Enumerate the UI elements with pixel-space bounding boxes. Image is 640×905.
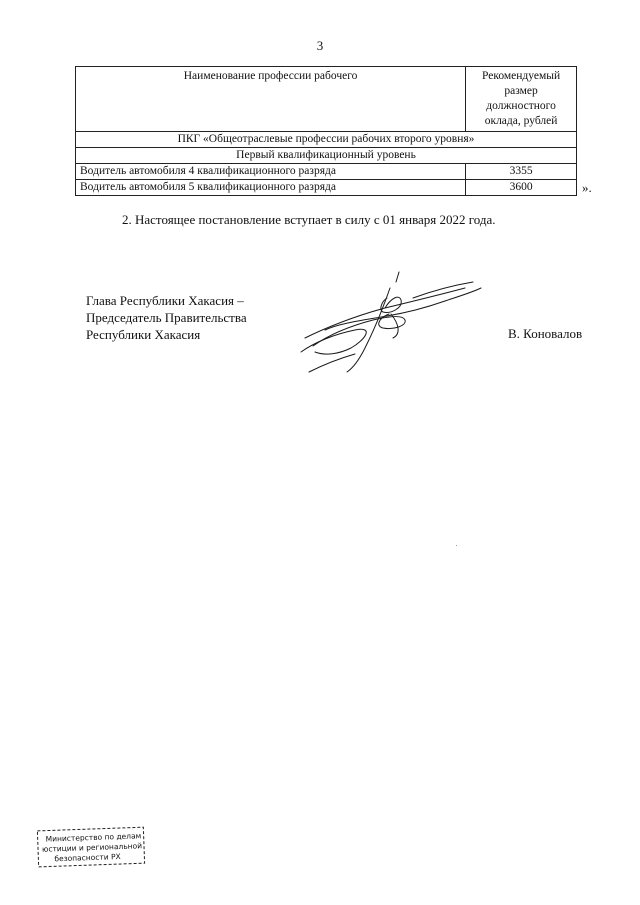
table-header-row (76, 67, 577, 132)
header-salary-line: оклада, рублей (484, 115, 558, 127)
stamp-line: безопасности РХ (54, 852, 121, 864)
signer-name: В. Коновалов (508, 326, 583, 341)
group-row (76, 132, 577, 148)
level-row (76, 148, 577, 164)
header-profession-name: Наименование профессии рабочего (76, 67, 466, 132)
signer-title-line: Глава Республики Хакасия – (86, 293, 244, 308)
level-title: Первый квалификационный уровень (76, 148, 577, 164)
profession-name: Водитель автомобиля 4 квалификационного разряда (76, 164, 466, 180)
header-salary-line: должностного (486, 100, 556, 112)
closing-quote: ». (582, 180, 592, 195)
table-row (76, 180, 577, 196)
signer-title-line: Председатель Правительства (86, 310, 247, 325)
salary-value: 3600 (466, 180, 577, 196)
header-salary-line: размер (504, 85, 538, 97)
registration-stamp (36, 825, 148, 870)
header-salary-line: Рекомендуемый (482, 70, 561, 82)
signer-title (86, 292, 247, 343)
header-salary (466, 67, 577, 132)
stamp-line: Министерство по делам (45, 831, 142, 844)
handwritten-signature (295, 268, 495, 378)
profession-name: Водитель автомобиля 5 квалификационного разряда (76, 180, 466, 196)
page-number: 3 (316, 38, 324, 53)
salary-value: 3355 (466, 164, 577, 180)
salary-table (75, 66, 577, 196)
clause-text: 2. Настоящее постановление вступает в силу с 01 января 2022 года. (122, 212, 496, 227)
group-title: ПКГ «Общеотраслевые профессии рабочих второго уровня» (76, 132, 577, 148)
stamp-line: юстиции и региональной (41, 841, 143, 854)
signer-title-line: Республики Хакасия (86, 327, 201, 342)
table-row (76, 164, 577, 180)
scan-speck (456, 545, 457, 546)
